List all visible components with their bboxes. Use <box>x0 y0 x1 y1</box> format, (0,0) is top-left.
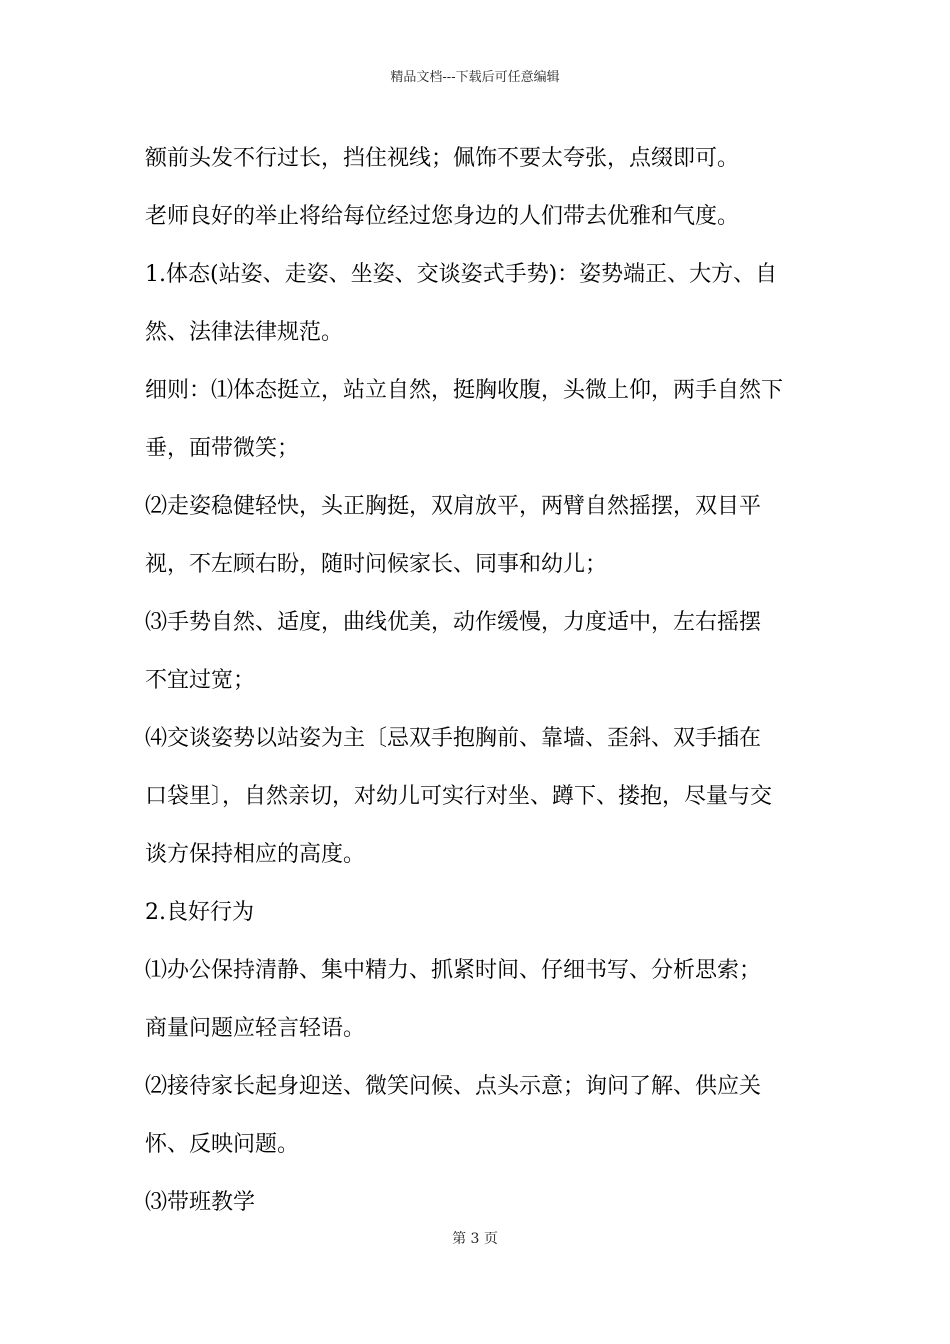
text-line: ⑶带班教学 <box>145 1190 256 1215</box>
text-line: 然、法律法律规范。 <box>145 320 344 345</box>
text-line: 谈方保持相应的高度。 <box>145 842 366 867</box>
text-line: ⑴办公保持清静、集中精力、抓紧时间、仔细书写、分析思索； <box>145 958 762 983</box>
text-line: 商量问题应轻言轻语。 <box>145 1016 366 1041</box>
text-line: 视，不左顾右盼，随时问候家长、同事和幼儿； <box>145 552 608 577</box>
document-body <box>145 130 810 1232</box>
text-line: ⑵接待家长起身迎送、微笑问候、点头示意；询问了解、供应关 <box>145 1074 762 1099</box>
text-line: 2.良好行为 <box>145 900 254 925</box>
text-line: 垂，面带微笑； <box>145 436 300 461</box>
text-line: 口袋里〕，自然亲切，对幼儿可实行对坐、蹲下、搂抱，尽量与交 <box>145 784 773 809</box>
page-number: 第 3 页 <box>452 1231 498 1247</box>
text-line: 细则：⑴体态挺立，站立自然，挺胸收腹，头微上仰，两手自然下 <box>145 378 784 403</box>
text-line: 额前头发不行过长，挡住视线；佩饰不要太夸张，点缀即可。 <box>145 146 740 171</box>
text-line: 怀、反映问题。 <box>145 1132 300 1157</box>
text-line: 1.体态(站姿、走姿、坐姿、交谈姿式手势)：姿势端正、大方、自 <box>145 262 778 287</box>
page-header: 精品文档---下载后可任意编辑 <box>390 70 560 85</box>
text-line: ⑶手势自然、适度，曲线优美，动作缓慢，力度适中，左右摇摆 <box>145 610 762 635</box>
text-line: 不宜过宽； <box>145 668 256 693</box>
text-line: 老师良好的举止将给每位经过您身边的人们带去优雅和气度。 <box>145 204 740 229</box>
text-line: ⑷交谈姿势以站姿为主〔忌双手抱胸前、靠墙、歪斜、双手插在 <box>145 726 762 751</box>
text-line: ⑵走姿稳健轻快，头正胸挺，双肩放平，两臂自然摇摆，双目平 <box>145 494 762 519</box>
